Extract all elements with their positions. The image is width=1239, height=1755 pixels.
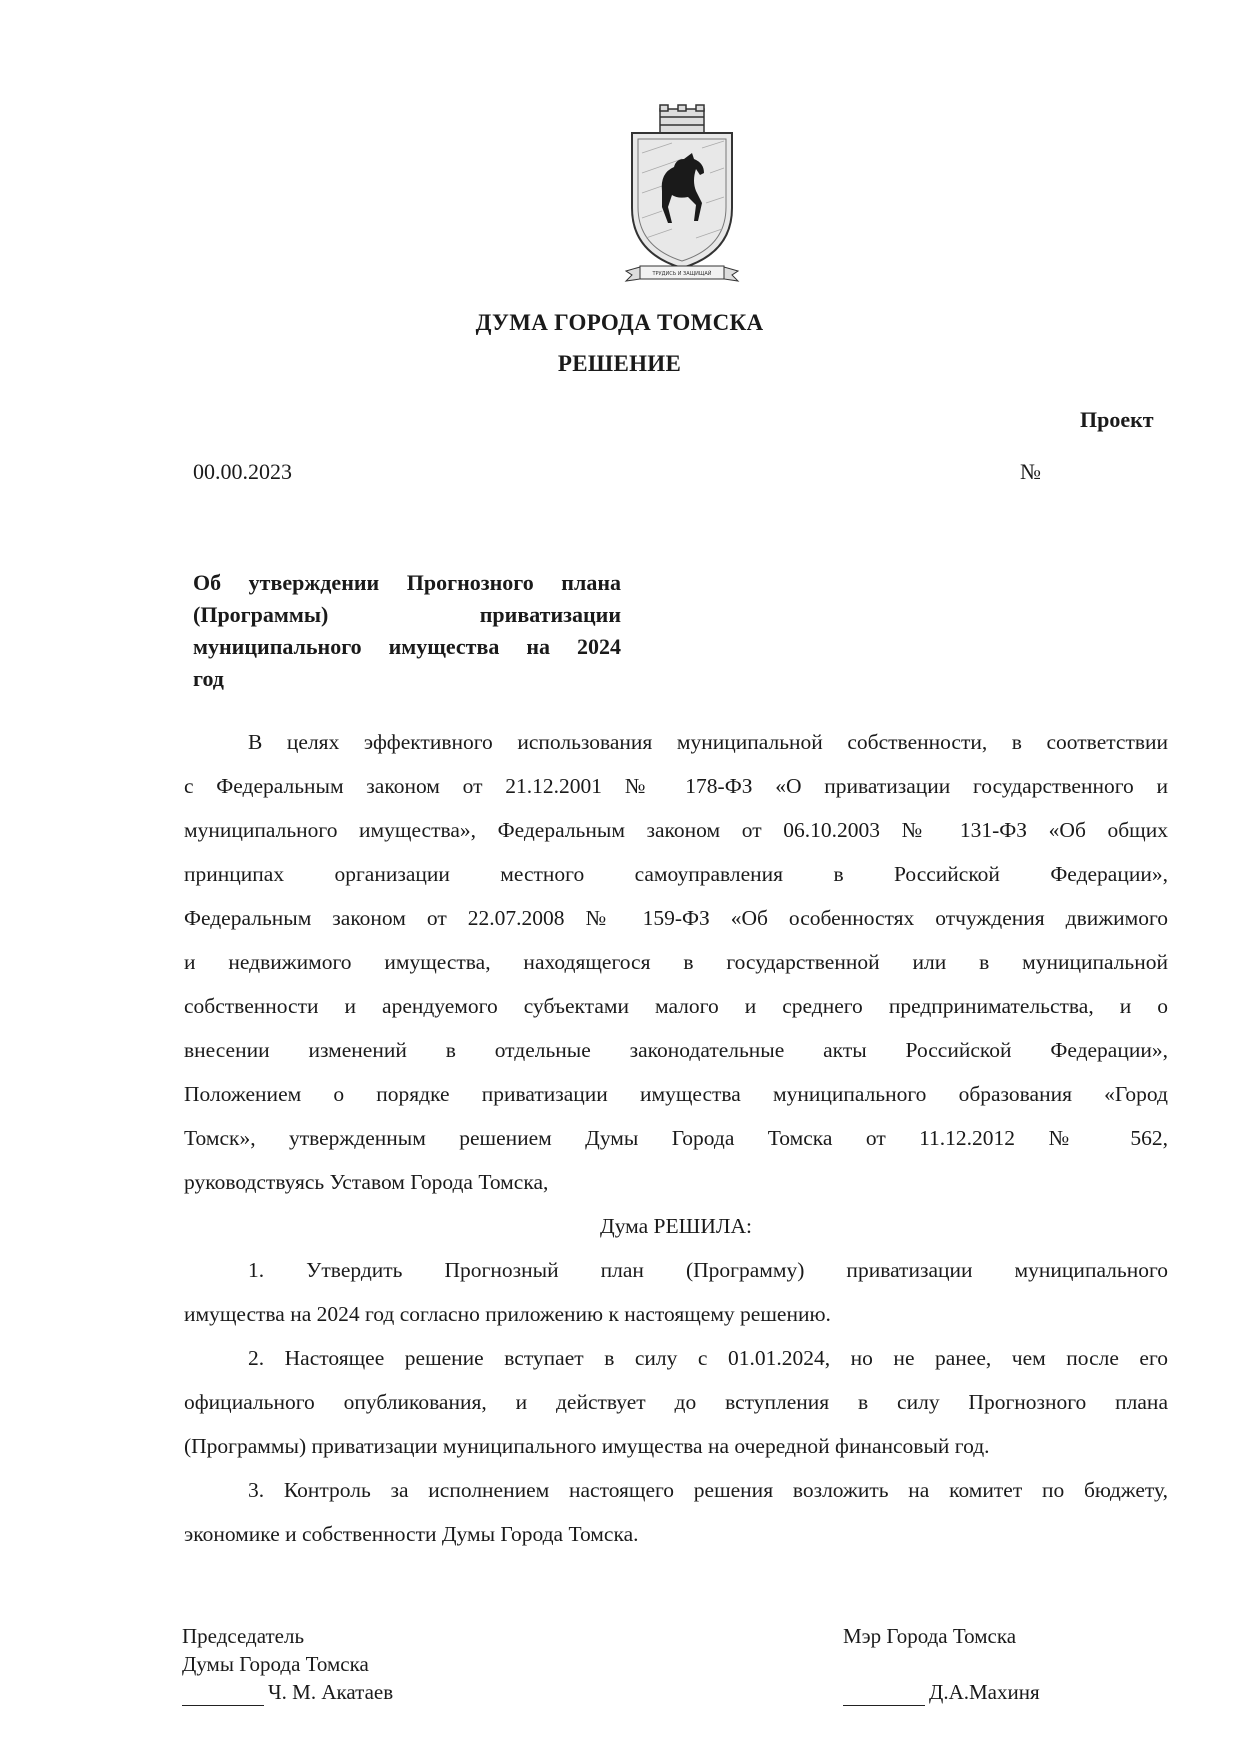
item-3: [184, 1468, 1168, 1556]
document-body: [184, 720, 1168, 1556]
preamble-line: Положением о порядке приватизации имущества муниципального образования «Город: [184, 1082, 1168, 1106]
item-line: 1. Утвердить Прогнозный план (Программу) приватизации муниципального: [248, 1258, 1168, 1282]
draft-mark: Проект: [1080, 407, 1154, 432]
signature-line: [843, 1687, 925, 1706]
preamble-line: муниципального имущества», Федеральным законом от 06.10.2003 № 131-ФЗ «Об общих: [184, 818, 1168, 842]
subject-line: год: [193, 666, 224, 691]
preamble-line: Томск», утвержденным решением Думы Города Томска от 11.12.2012 № 562,: [184, 1126, 1168, 1150]
preamble-line: собственности и арендуемого субъектами малого и среднего предпринимательства, и о: [184, 994, 1168, 1018]
preamble-line: В целях эффективного использования муниципальной собственности, в соответствии: [248, 730, 1168, 754]
item-line: (Программы) приватизации муниципального имущества на очередной финансовый год.: [184, 1434, 990, 1458]
item-1: [184, 1248, 1168, 1336]
preamble-line: принципах организации местного самоуправления в Российской Федерации»,: [184, 862, 1168, 886]
organization-name: ДУМА ГОРОДА ТОМСКА: [475, 310, 764, 335]
item-line: официального опубликования, и действует до вступления в силу Прогнозного плана: [184, 1390, 1168, 1414]
document-date: 00.00.2023: [193, 459, 292, 484]
coat-of-arms-emblem: [622, 103, 742, 283]
preamble-line: и недвижимого имущества, находящегося в государственной или в муниципальной: [184, 950, 1168, 974]
chairman-title: Председатель: [182, 1624, 305, 1648]
signature-line: [182, 1687, 264, 1706]
preamble-line: с Федеральным законом от 21.12.2001 № 178-ФЗ «О приватизации государственного и: [184, 774, 1168, 798]
document-number: №: [1020, 459, 1041, 484]
preamble-line: внесении изменений в отдельные законодательные акты Российской Федерации»,: [184, 1038, 1168, 1062]
item-2: [184, 1336, 1168, 1468]
subject-line: (Программы) приватизации: [193, 602, 621, 627]
mayor-name: Д.А.Махиня: [929, 1680, 1040, 1704]
preamble-line: Федеральным законом от 22.07.2008 № 159-ФЗ «Об особенностях отчуждения движимого: [184, 906, 1168, 930]
item-line: имущества на 2024 год согласно приложению к настоящему решению.: [184, 1302, 831, 1326]
chairman-name: Ч. М. Акатаев: [268, 1680, 394, 1704]
subject-line: Об утверждении Прогнозного плана: [193, 570, 621, 595]
signature-mayor: [843, 1622, 1040, 1706]
document-subject: [193, 567, 621, 695]
signature-chairman: [182, 1622, 393, 1706]
emblem-ribbon-text: ТРУДИСЬ И ЗАЩИЩАЙ: [652, 271, 712, 277]
preamble-line: руководствуясь Уставом Города Томска,: [184, 1170, 549, 1194]
item-line: экономике и собственности Думы Города Томска.: [184, 1522, 639, 1546]
subject-line: муниципального имущества на 2024: [193, 634, 621, 659]
resolved-heading: Дума РЕШИЛА:: [600, 1214, 752, 1238]
mayor-title: Мэр Города Томска: [843, 1624, 1017, 1648]
preamble: [184, 720, 1168, 1204]
item-line: 2. Настоящее решение вступает в силу с 01.01.2024, но не ранее, чем после его: [248, 1346, 1168, 1370]
item-line: 3. Контроль за исполнением настоящего решения возложить на комитет по бюджету,: [248, 1478, 1168, 1502]
document-type: РЕШЕНИЕ: [557, 351, 682, 376]
chairman-title-line-2: Думы Города Томска: [182, 1652, 369, 1676]
